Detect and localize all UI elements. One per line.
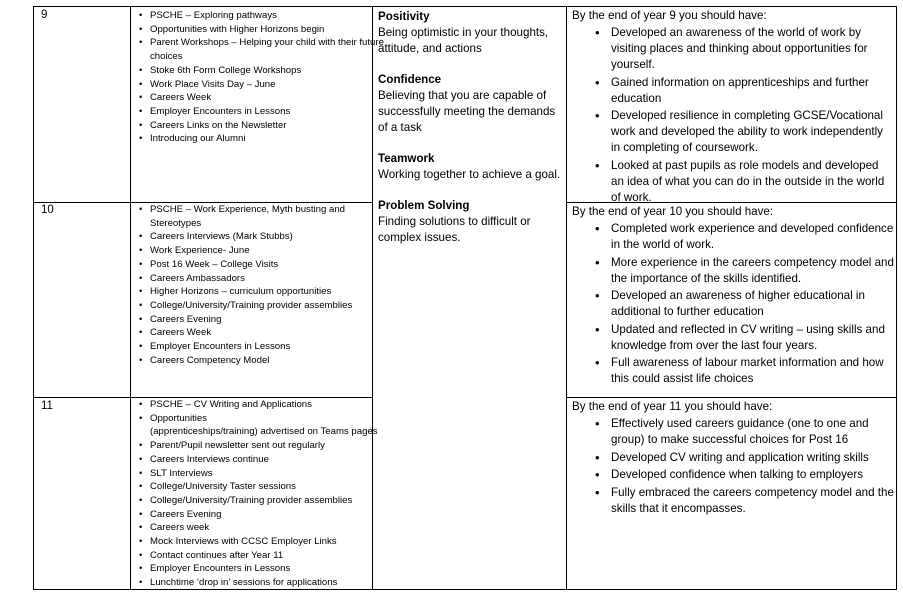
list-item: • Work Place Visits Day – June xyxy=(150,78,386,92)
skill-positivity xyxy=(378,9,564,57)
year-9-activities xyxy=(136,9,386,146)
outcome-heading: By the end of year 10 you should have: xyxy=(572,205,774,218)
list-item: • Careers Week xyxy=(150,91,386,105)
list-item: • Post 16 Week – College Visits xyxy=(150,258,386,272)
skill-title: Positivity xyxy=(378,10,430,23)
list-item: • Introducing our Alumni xyxy=(150,132,386,146)
list-item: • Opportunities with Higher Horizons begin xyxy=(150,23,386,37)
skill-title: Problem Solving xyxy=(378,199,470,212)
year-9-outcomes xyxy=(572,8,894,207)
skill-description: Being optimistic in your thoughts, attitude, and actions xyxy=(378,26,549,55)
list-item: • Full awareness of labour market information and how this could assist life choices xyxy=(611,355,894,387)
skill-title: Confidence xyxy=(378,73,442,86)
year-label-11: 11 xyxy=(41,400,53,412)
outcome-heading: By the end of year 11 you should have: xyxy=(572,400,773,413)
list-item: • PSCHE – CV Writing and Applications xyxy=(150,398,386,412)
list-item: • Developed an awareness of the world of work by visiting places and thinking about opportunities for yourself. xyxy=(611,25,894,73)
list-item: • Work Experience- June xyxy=(150,244,386,258)
skills-column xyxy=(378,9,564,261)
skill-description: Finding solutions to difficult or complex issues. xyxy=(378,215,531,244)
list-item: • Contact continues after Year 11 xyxy=(150,549,386,563)
list-item: • College/University/Training provider assemblies xyxy=(150,299,386,313)
list-item: • Careers Interviews continue xyxy=(150,453,386,467)
list-item: • Updated and reflected in CV writing – using skills and knowledge from over the last four years. xyxy=(611,322,894,354)
list-item: • Completed work experience and developed confidence in the world of work. xyxy=(611,221,894,253)
list-item: • Employer Encounters in Lessons xyxy=(150,340,386,354)
list-item: • Parent Workshops – Helping your child with their future choices xyxy=(150,36,386,63)
list-item: • More experience in the careers competency model and the importance of the skills identified. xyxy=(611,255,894,287)
column-divider xyxy=(566,7,567,589)
list-item: • PSCHE – Exploring pathways xyxy=(150,9,386,23)
year-10-outcomes xyxy=(572,204,894,389)
year-10-activities xyxy=(136,203,386,367)
list-item: • Careers Competency Model xyxy=(150,354,386,368)
list-item: • Employer Encounters in Lessons xyxy=(150,562,386,576)
list-item: • Careers Week xyxy=(150,326,386,340)
skill-problem-solving xyxy=(378,198,564,246)
list-item: • Lunchtime ‘drop in’ sessions for applications xyxy=(150,576,386,590)
list-item: • Looked at past pupils as role models and developed an idea of what you can do in the outside in the world of work. xyxy=(611,158,894,206)
skill-teamwork xyxy=(378,151,564,183)
list-item: • Careers Evening xyxy=(150,313,386,327)
skill-description: Working together to achieve a goal. xyxy=(378,168,561,181)
list-item: • Parent/Pupil newsletter sent out regularly xyxy=(150,439,386,453)
list-item: • Gained information on apprenticeships and further education xyxy=(611,75,894,107)
list-item: • Stoke 6th Form College Workshops xyxy=(150,64,386,78)
list-item: • Developed CV writing and application writing skills xyxy=(611,450,894,466)
list-item: • Mock Interviews with CCSC Employer Links xyxy=(150,535,386,549)
outcome-heading: By the end of year 9 you should have: xyxy=(572,9,767,22)
careers-table xyxy=(33,6,897,590)
list-item: • Careers Interviews (Mark Stubbs) xyxy=(150,230,386,244)
skill-confidence xyxy=(378,72,564,136)
list-item: • Careers Links on the Newsletter xyxy=(150,119,386,133)
year-label-10: 10 xyxy=(41,204,54,216)
row-divider xyxy=(566,397,896,398)
column-divider xyxy=(130,7,131,589)
list-item: • College/University/Training provider assemblies xyxy=(150,494,386,508)
skill-description: Believing that you are capable of successfully meeting the demands of a task xyxy=(378,89,556,134)
list-item: • Employer Encounters in Lessons xyxy=(150,105,386,119)
list-item: • Careers week xyxy=(150,521,386,535)
list-item: • Higher Horizons – curriculum opportunities xyxy=(150,285,386,299)
list-item: • Effectively used careers guidance (one to one and group) to make successful choices for Post 16 xyxy=(611,416,894,448)
list-item: • Fully embraced the careers competency model and the skills that it encompasses. xyxy=(611,485,894,517)
list-item: • Developed resilience in completing GCSE/Vocational work and developed the ability to work independently in completing of coursework. xyxy=(611,108,894,156)
skill-title: Teamwork xyxy=(378,152,435,165)
year-label-9: 9 xyxy=(41,9,48,21)
list-item: • Careers Ambassadors xyxy=(150,272,386,286)
list-item: • PSCHE – Work Experience, Myth busting and Stereotypes xyxy=(150,203,386,230)
list-item-text: (apprenticeships/training) advertised on Teams pages xyxy=(150,426,378,438)
list-item: • Careers Evening xyxy=(150,508,386,522)
list-item: • College/University Taster sessions xyxy=(150,480,386,494)
year-11-activities xyxy=(136,398,386,590)
list-item-text: Opportunities xyxy=(150,412,208,424)
list-item xyxy=(150,412,386,439)
year-11-outcomes xyxy=(572,399,894,518)
list-item: • Developed an awareness of higher educational in additional to further education xyxy=(611,288,894,320)
list-item: • Developed confidence when talking to employers xyxy=(611,467,894,483)
list-item: • SLT Interviews xyxy=(150,467,386,481)
